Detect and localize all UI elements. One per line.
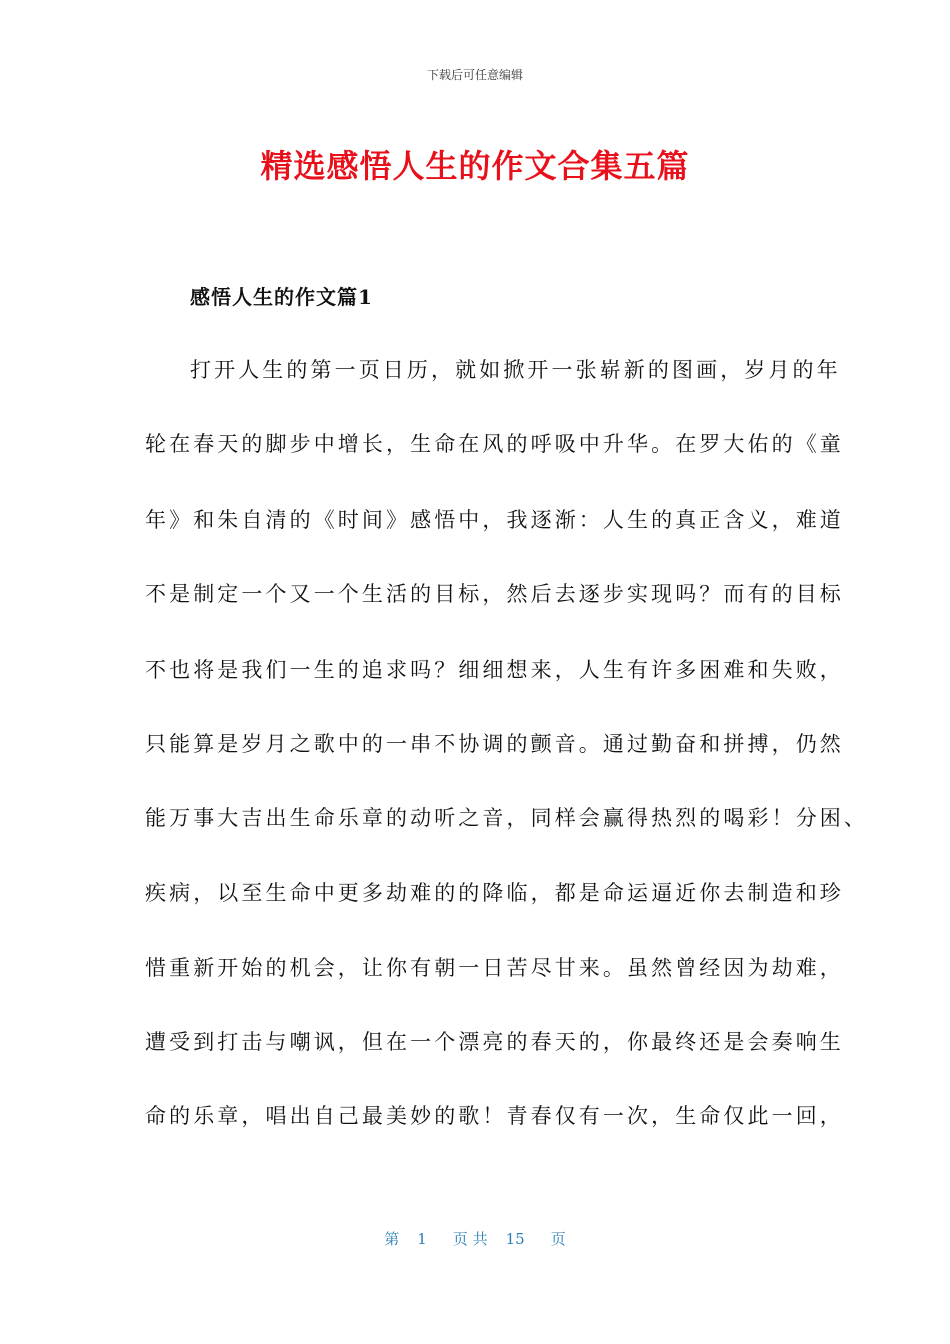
body-line: 不是制定一个又一个生活的目标，然后去逐步实现吗？而有的目标 xyxy=(145,582,844,606)
section-heading: 感悟人生的作文篇1 xyxy=(190,285,373,309)
body-line: 能万事大吉出生命乐章的动听之音，同样会赢得热烈的喝彩！分困、 xyxy=(145,806,868,830)
body-line: 轮在春天的脚步中增长，生命在风的呼吸中升华。在罗大佑的《童 xyxy=(145,432,844,456)
total-pages-number: 15 xyxy=(505,1230,525,1248)
body-line: 遭受到打击与嘲讽，但在一个漂亮的春天的，你最终还是会奏响生 xyxy=(145,1030,844,1054)
body-line: 打开人生的第一页日历，就如掀开一张崭新的图画，岁月的年 xyxy=(190,358,841,382)
document-title: 精选感悟人生的作文合集五篇 xyxy=(260,147,690,185)
body-line: 年》和朱自清的《时间》感悟中，我逐渐：人生的真正含义，难道 xyxy=(145,508,844,532)
body-line: 只能算是岁月之歌中的一串不协调的颤音。通过勤奋和拼搏，仍然 xyxy=(145,732,844,756)
page-prefix: 第 xyxy=(384,1230,400,1248)
body-line: 惜重新开始的机会，让你有朝一日苦尽甘来。虽然曾经因为劫难， xyxy=(145,956,844,980)
page-middle-text: 页 共 xyxy=(452,1230,488,1248)
page-suffix: 页 xyxy=(550,1230,566,1248)
page-footer xyxy=(0,1228,950,1250)
body-line: 不也将是我们一生的追求吗？细细想来，人生有许多困难和失败， xyxy=(145,658,844,682)
body-line: 疾病，以至生命中更多劫难的的降临，都是命运逼近你去制造和珍 xyxy=(145,881,844,905)
body-line: 命的乐章，唱出自己最美妙的歌！青春仅有一次，生命仅此一回， xyxy=(145,1104,844,1128)
current-page-number: 1 xyxy=(417,1230,427,1248)
header-note: 下载后可任意编辑 xyxy=(426,68,523,82)
